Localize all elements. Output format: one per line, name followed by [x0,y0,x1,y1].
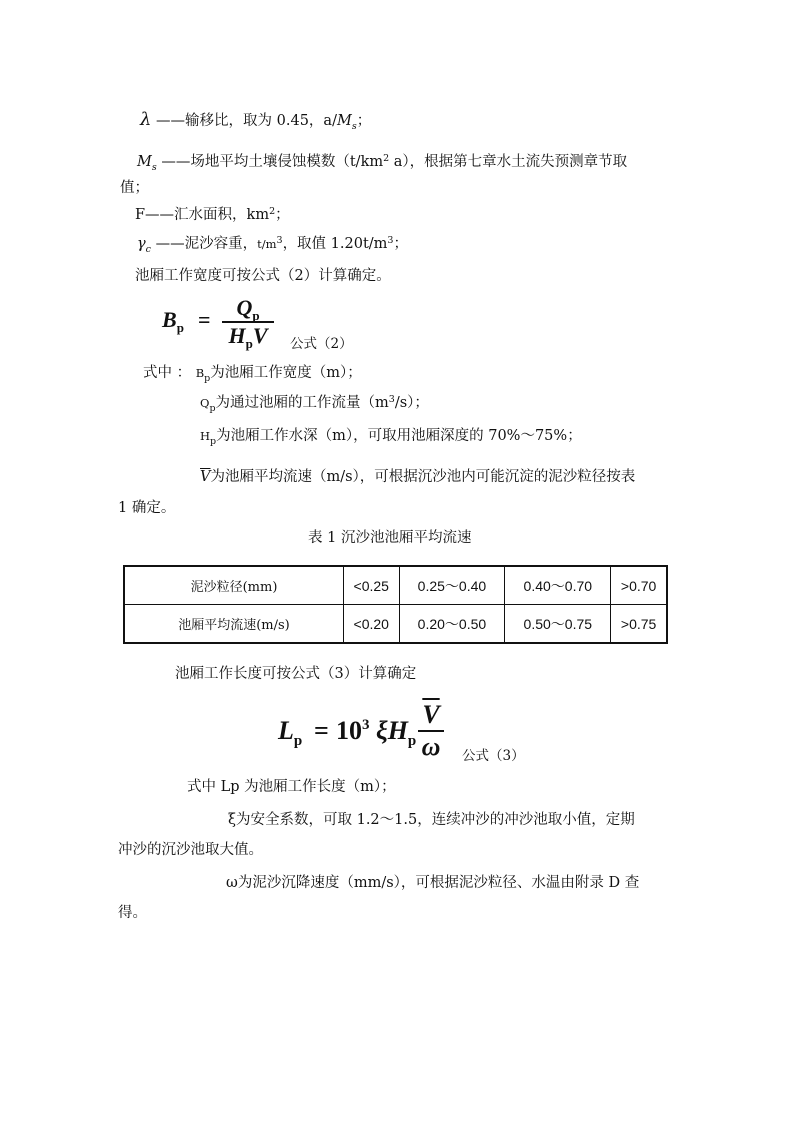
velocity-table [123,565,668,644]
table-cell: <0.25 [344,566,400,605]
table-row-header: 池厢平均流速(m/s) [124,605,344,644]
table-row [124,566,667,605]
table-cell: 0.25～0.40 [399,566,505,605]
where3-lp: 式中 Lp 为池厢工作长度（m）； [187,779,396,795]
where3-omega: ω为泥沙沉降速度（mm/s），可根据泥沙粒径、水温由附录 D 查 [226,875,640,891]
where2-v: $\overline{V}$为池厢平均流速（m/s），可根据沉沙池内可能沉淀的泥沙粒径按表 [200,469,636,485]
def-gamma: $\gamma_c$ ——泥沙容重，$t/m^3$，取值 $1.20t/m^3$； [137,235,408,255]
formula-3-label: 公式（3） [462,748,525,764]
where2-bp: 式中 ： $B_p$为池厢工作宽度（m）； [143,365,362,384]
formula-3-fraction: $\overline{V}$ ω [418,700,444,762]
table-cell: 0.20～0.50 [399,605,505,644]
table-row [124,605,667,644]
formula-2: $B_p$ = $Q_p$ $H_p\overline{V}$ [162,295,282,345]
table-cell: <0.20 [344,605,400,644]
where3-omega-cont: 得。 [118,905,147,921]
table-row-header: 泥沙粒径(mm) [124,566,344,605]
table-cell: 0.50～0.75 [505,605,611,644]
def-lambda: λ ——输移比，取为 0.45，$a/M_s$； [140,109,372,132]
where3-xi: ξ为安全系数，可取 1.2～1.5，连续冲沙的冲沙池取小值，定期 [228,812,635,828]
def-ms-cont: 值； [120,180,149,196]
paragraph-formula2-intro: 池厢工作宽度可按公式（2）计算确定。 [135,268,391,284]
table-cell: >0.75 [611,605,667,644]
where2-hp: $H_p$为池厢工作水深（m），可取用池厢深度的 70%～75%； [200,428,582,447]
formula-3: $L_p$ = $10^3$ $\xi H_p$ $\overline{V}$ ω [278,700,458,762]
where3-xi-cont: 冲沙的沉沙池取大值。 [118,842,263,858]
table-cell: 0.40～0.70 [505,566,611,605]
def-f: F——汇水面积，$km^2$； [135,206,290,223]
table-cell: >0.70 [611,566,667,605]
where2-v-cont: 1 确定。 [118,500,176,516]
table-caption: 表 1 沉沙池池厢平均流速 [308,530,472,546]
paragraph-formula3-intro: 池厢工作长度可按公式（3）计算确定 [175,666,417,682]
def-ms: $M_s$ ——场地平均土壤侵蚀模数（$t/km^2$ a），根据第七章水土流失预测章节取 [137,153,628,173]
formula-2-fraction: $Q_p$ $H_p\overline{V}$ [222,295,274,349]
formula-2-label: 公式（2） [290,336,353,352]
where2-qp: $Q_p$为通过池厢的工作流量$(m^3/s)$； [200,394,429,414]
